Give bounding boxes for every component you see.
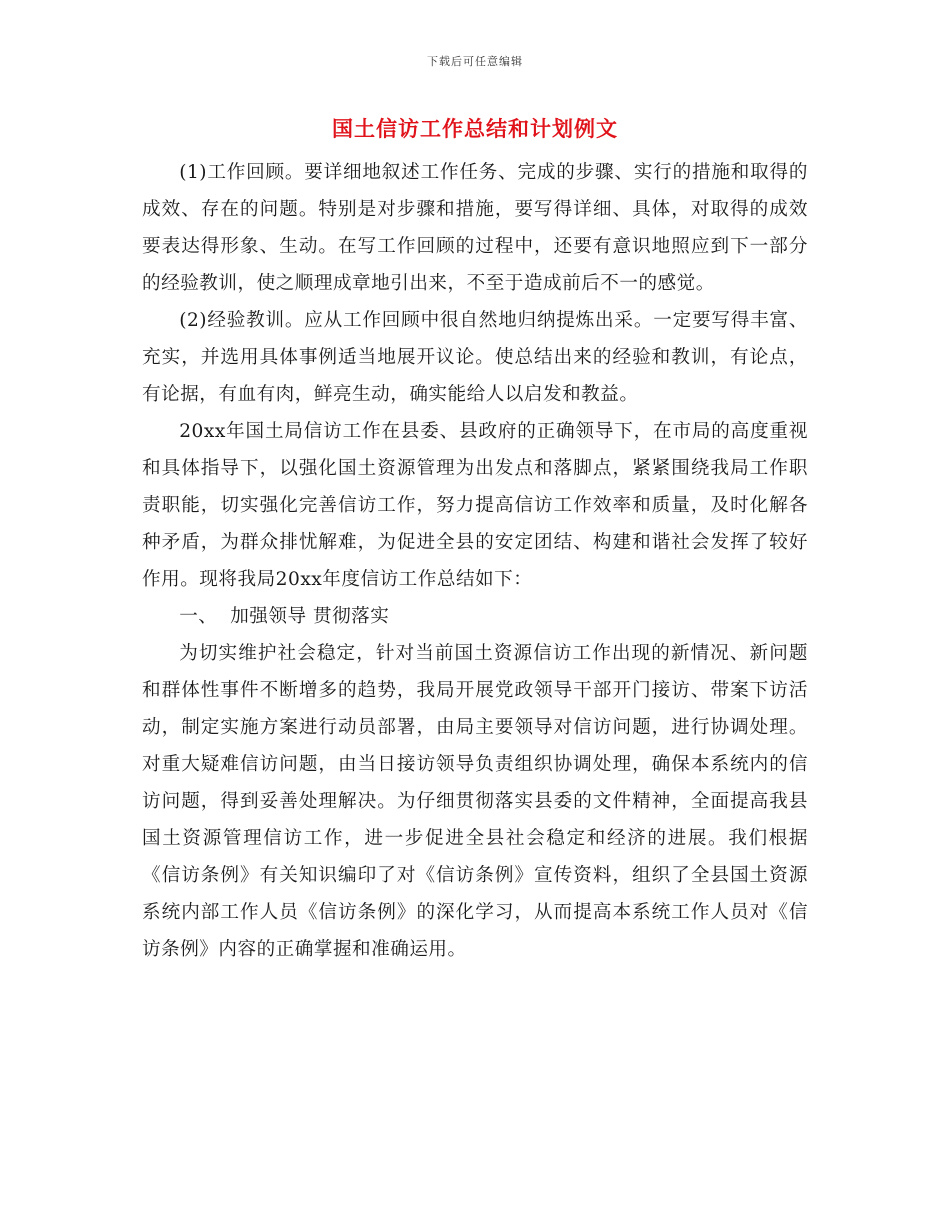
paragraph-section-1: 为切实维护社会稳定，针对当前国土资源信访工作出现的新情况、新问题和群体性事件不断增多的趋势，我局开展党政领导干部开门接访、带案下访活动，制定实施方案进行动员部署，由局主要领导对信访问题，进行协调处理。对重大疑难信访问题，由当日接访领导负责组织协调处理，确保本系统内的信访问题，得到妥善处理解决。为仔细贯彻落实县委的文件精神，全面提高我县国土资源管理信访工作，进一步促进全县社会稳定和经济的进展。我们根据《信访条例》有关知识编印了对《信访条例》宣传资料，组织了全县国土资源系统内部工作人员《信访条例》的深化学习，从而提高本系统工作人员对《信访条例》内容的正确掌握和准确运用。 (142, 643, 808, 960)
paragraph-summary-intro: 20xx年国土局信访工作在县委、县政府的正确领导下，在市局的高度重视和具体指导下，以强化国土资源管理为出发点和落脚点，紧紧围绕我局工作职责职能，切实强化完善信访工作，努力提高信访工作效率和质量，及时化解各种矛盾，为群众排忧解难，为促进全县的安定团结、构建和谐社会发挥了较好作用。现将我局20xx年度信访工作总结如下： (142, 421, 808, 590)
paragraph-lessons: (2)经验教训。应从工作回顾中很自然地归纳提炼出采。一定要写得丰富、充实，并选用具体事例适当地展开议论。使总结出来的经验和教训，有论点，有论据，有血有肉，鲜亮生动，确实能给人以启发和教益。 (142, 310, 808, 405)
paragraph-work-review: (1)工作回顾。要详细地叙述工作任务、完成的步骤、实行的措施和取得的成效、存在的问题。特别是对步骤和措施，要写得详细、具体，对取得的成效要表达得形象、生动。在写工作回顾的过程中，还要有意识地照应到下一部分的经验教训，使之顺理成章地引出来，不至于造成前后不一的感觉。 (142, 162, 808, 294)
header-note: 下载后可任意编辑 (427, 55, 523, 68)
section-heading-1: 一、 加强领导 贯彻落实 (179, 606, 390, 627)
document-body (142, 154, 808, 968)
document-title: 国土信访工作总结和计划例文 (332, 116, 618, 141)
